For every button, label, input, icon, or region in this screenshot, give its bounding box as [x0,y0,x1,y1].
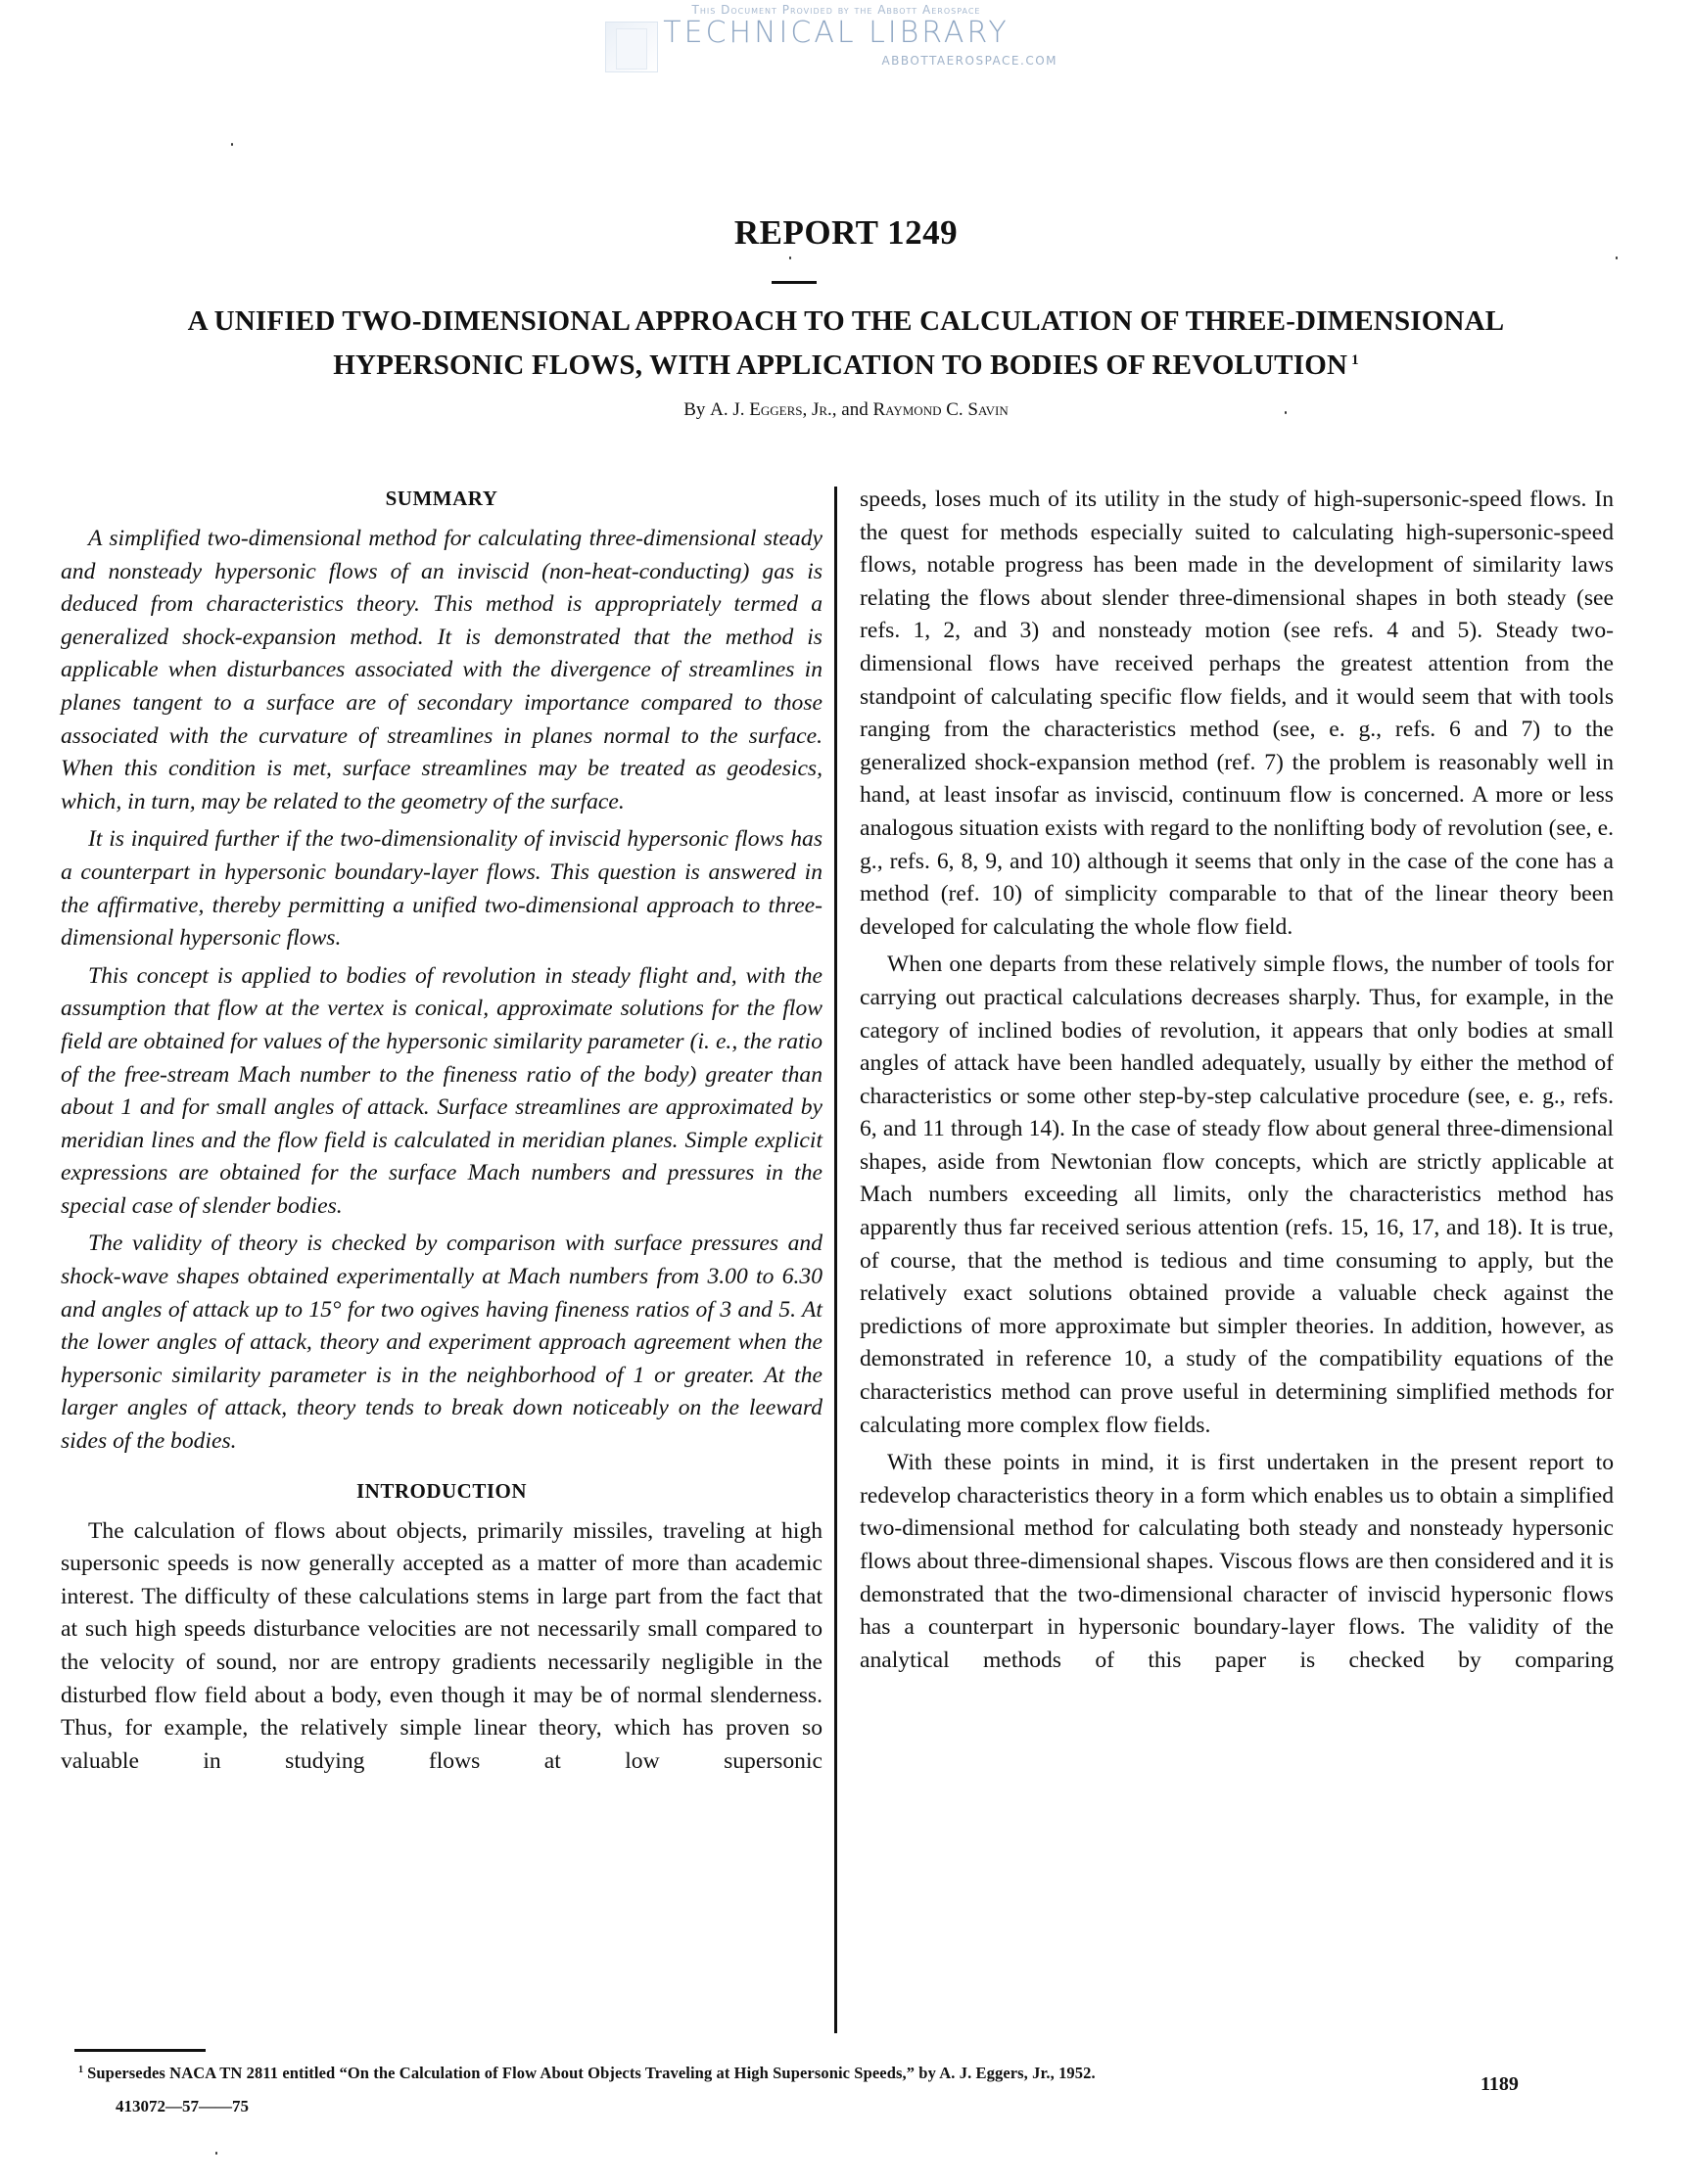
introduction-paragraph-continued: speeds, loses much of its utility in the study of high-supersonic-speed flows. In the quest for methods especially suited to calculating high-supersonic-speed flows, notable progress has been made in the development of similarity laws relating the flows about slender three-dimensional shapes in both steady (see refs. 1, 2, and 3) and nonsteady motion (see refs. 4 and 5). Steady two-dimensional flows have received perhaps the greatest attention from the standpoint of calculating specific flow fields, and it would seem that with tools ranging from the characteristics method (see, e. g., refs. 6 and 7) to the generalized shock-expansion method (ref. 7) the problem is reasonably well in hand, at least insofar as inviscid, continuum flow is concerned. A more or less analogous situation exists with regard to the nonlifting body of revolution (see, e. g., refs. 6, 8, 9, and 10) although it seems that only in the case of the cone has a method (ref. 10) of simplicity comparable to that of the linear theory been developed for calculating the whole flow field. [860,487,1614,940]
watermark-url: ABBOTTAEROSPACE.COM [881,54,1058,68]
introduction-heading: INTRODUCTION [355,1478,528,1503]
scan-speck [1616,256,1618,259]
footnote-rule [74,2049,206,2052]
title-divider-rule [772,281,817,284]
page-number: 1189 [1480,2073,1519,2095]
scan-speck [231,143,233,146]
summary-paragraph: The validity of theory is checked by comparison with surface pressures and shock-wave shapes obtained experimentally at Mach numbers from 3.00 to 6.30 and angles of attack up to 15° for two ogives having fineness ratios of 3 and 5. At the lower angles of attack, theory and experiment approach agreement when the hypersonic similarity parameter is in the neighborhood of 1 or greater. At the larger angles of attack, theory tends to break down noticeably on the leeward sides of the bodies. [61,1231,822,1455]
paper-title [39,302,1653,385]
byline-joiner: , and [831,399,869,420]
author-1: A. J. Eggers, Jr. [710,399,832,420]
abbott-aerospace-watermark [601,0,1071,78]
right-column [860,484,1614,1677]
print-code: 413072—57——75 [116,2097,249,2115]
author-byline [0,399,1692,421]
watermark-library-name: TECHNICAL LIBRARY [663,16,1010,50]
report-number: REPORT 1249 [733,213,959,252]
left-column [61,484,822,1778]
paper-title-line-1: A UNIFIED TWO-DIMENSIONAL APPROACH TO THE CALCULATION OF THREE-DIMENSIONAL [187,305,1505,337]
title-footnote-marker: 1 [1351,352,1359,368]
summary-paragraph: A simplified two-dimensional method for calculating three-dimensional steady and nonsteady hypersonic flows of an inviscid (non-heat-conducting) gas is deduced from characteristics theory. This method is appropriately termed a generalized shock-expansion method. It is demonstrated that the method is applicable when disturbances associated with the divergence of streamlines in planes tangent to a surface are of secondary importance compared to those associated with the curvature of streamlines in planes normal to the surface. When this condition is met, surface streamlines may be treated as geodesics, which, in turn, may be related to the geometry of the surface. [61,526,822,814]
introduction-paragraph: When one departs from these relatively simple flows, the number of tools for carrying out practical calculations decreases sharply. Thus, for example, in the category of inclined bodies of revolution, it appears that only bodies at small angles of attack have been handled adequately, usually by either the method of characteristics or some other step-by-step calculative procedure (see, e. g., refs. 6, and 11 through 14). In the case of steady flow about general three-dimensional shapes, aside from Newtonian flow concepts, which are strictly applicable at Mach numbers exceeding all limits, only the characteristics method has apparently thus far received serious attention (refs. 15, 16, 17, and 18). It is true, of course, that the method is tedious and time consuming to apply, but the relatively exact solutions obtained provide a valuable check against the predictions of more approximate but simpler theories. In addition, however, as demonstrated in reference 10, a study of the compatibility equations of the characteristics method can prove useful in determining simplified methods for calculating more complex flow fields. [860,952,1614,1438]
footnote [78,2064,1096,2083]
watermark-provider-line: This Document Provided by the Abbott Aerospace [691,3,981,17]
introduction-paragraph: The calculation of flows about objects, primarily missiles, traveling at high supersonic speeds is now generally accepted as a matter of more than academic interest. The difficulty of these calculations stems in large part from the fact that at such high speeds disturbance velocities are not necessarily small compared to the velocity of sound, nor are entropy gradients necessarily negligible in the disturbed flow field about a body, even though it may be of normal slenderness. Thus, for example, the relatively simple linear theory, which has proven so valuable in studying flows at low supersonic [61,1517,822,1774]
scan-speck [789,256,791,259]
column-divider-rule [834,487,837,2033]
footnote-text: Supersedes NACA TN 2811 entitled “On the Calculation of Flow About Objects Traveling at High Supersonic Speeds,” by A. J. Eggers, Jr., 1952. [87,2064,1096,2082]
byline-prefix: By [683,399,706,420]
footnote-marker: 1 [78,2064,84,2075]
introduction-section [61,1476,822,1779]
paper-title-line-2-text: HYPERSONIC FLOWS, WITH APPLICATION TO BODIES OF REVOLUTION [333,349,1348,381]
summary-paragraph: This concept is applied to bodies of revolution in steady flight and, with the assumption that flow at the vertex is conical, approximate solutions for the flow field are obtained for values of the hypersonic similarity parameter (i. e., the ratio of the free-stream Mach number to the fineness ratio of the body) greater than about 1 and for small angles of attack. Surface streamlines are approximated by meridian lines and the flow field is calculated in meridian planes. Simple explicit expressions are obtained for the surface Mach numbers and pressures in the special case of slender bodies. [61,962,822,1219]
summary-heading: SUMMARY [385,487,498,510]
scan-speck [215,2152,217,2155]
summary-paragraph: It is inquired further if the two-dimensionality of inviscid hypersonic flows has a counterpart in hypersonic boundary-layer flows. This question is answered in the affirmative, thereby permitting a unified two-dimensional approach to three-dimensional hypersonic flows. [61,826,822,952]
summary-section [61,484,822,1459]
introduction-paragraph: With these points in mind, it is first undertaken in the present report to redevelop characteristics theory in a form which enables us to obtain a simplified two-dimensional method for calculating both steady and nonsteady hypersonic flows about three-dimensional shapes. Viscous flows are then considered and it is demonstrated that the two-dimensional character of inviscid hypersonic flows has a counterpart in hypersonic boundary-layer flows. The validity of the analytical methods of this paper is checked by comparing [860,1450,1615,1673]
paper-title-line-2 [39,341,1653,385]
author-2: Raymond C. Savin [872,399,1009,420]
